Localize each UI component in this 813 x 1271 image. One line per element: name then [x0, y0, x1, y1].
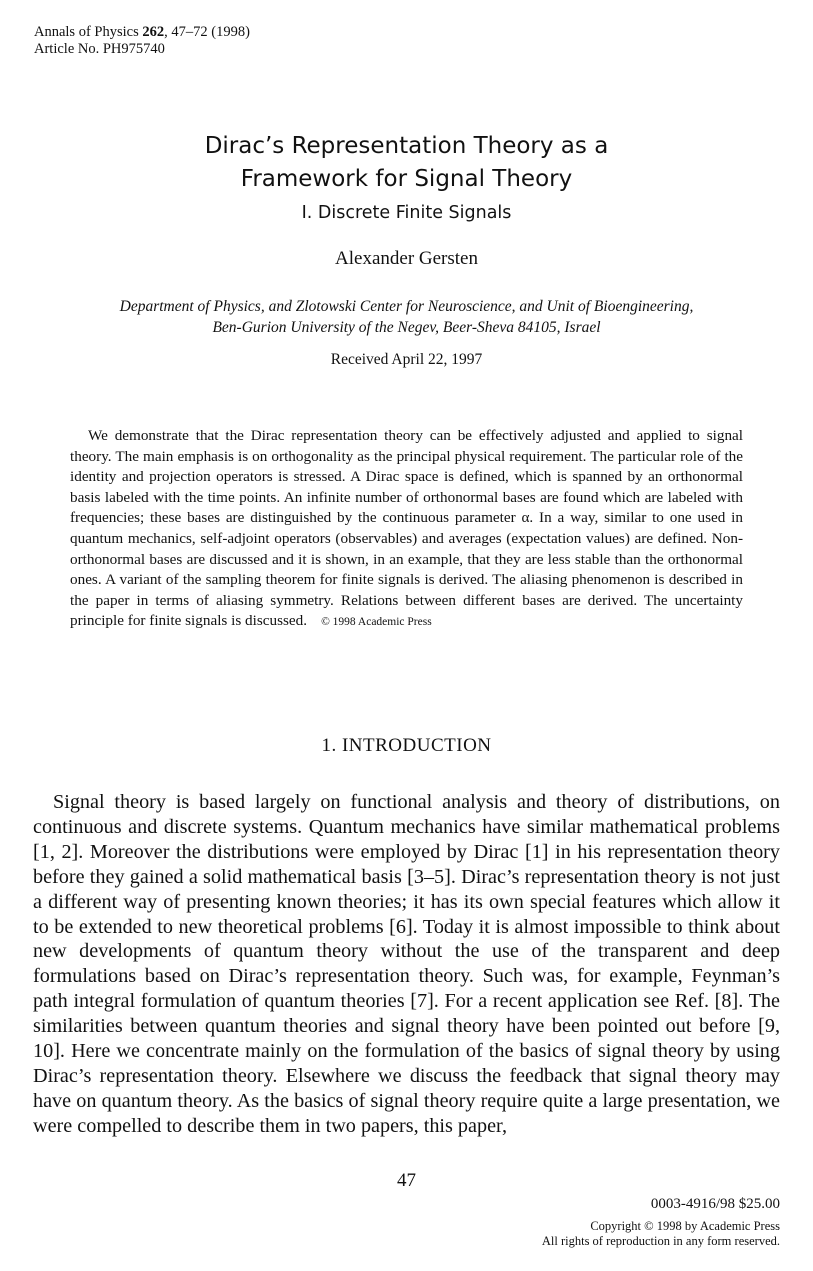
- intro-text: Signal theory is based largely on functional analysis and theory of distributions, on continuous and discrete systems. Quantum mechanics have similar mathematical problems [1, 2]. Moreover the distributions were employed by Dirac [1] in his representation theory before they gained a solid mathematical basis [3–5]. Dirac’s representation theory is not just a different way of presenting known theories; it has its own special features which allow it to be extended to new theoretical problems [6]. Today it is almost impossible to think about new developments of quantum theory without the use of the transparent and deep formulations based on Dirac’s representation theory. Such was, for example, Feynman’s path integral formulation of quantum theories [7]. For a recent application see Ref. [8]. The similarities between quantum theories and signal theory have been pointed out before [9, 10]. Here we concentrate mainly on the formulation of the basics of signal theory by using Dirac’s representation theory. Elsewhere we discuss the feedback that signal theory may have on quantum theory. As the basics of signal theory require quite a large presentation, we were compelled to describe them in two papers, this paper,: [33, 791, 780, 1137]
- author-name: Alexander Gersten: [335, 248, 478, 269]
- received-date: Received April 22, 1997: [330, 351, 483, 368]
- footer-copyright: Copyright © 1998 by Academic Press: [590, 1219, 780, 1233]
- section-heading: 1. INTRODUCTION: [321, 735, 492, 756]
- abstract-paragraph: [70, 426, 743, 633]
- paper-subtitle: I. Discrete Finite Signals: [301, 203, 512, 223]
- footer-rights: All rights of reproduction in any form reserved.: [541, 1234, 780, 1248]
- abstract-text: We demonstrate that the Dirac representation theory can be effectively adjusted and applied to signal theory. The main emphasis is on orthogonality as the principal physical requirement. The particular role of the identity and projection operators is stressed. A Dirac space is defined, which is spanned by an orthonormal basis labeled with the time points. An infinite number of orthonormal bases are found which are labeled with frequencies; these bases are distinguished by the continuous parameter α. In a way, similar to one used in quantum mechanics, self-adjoint operators (observables) and averages (expectation values) are defined. Non-orthonormal bases are discussed and it is shown, in an example, that they are less stable than the orthonormal ones. A variant of the sampling theorem for finite signals is derived. The aliasing phenomenon is described in the paper in terms of aliasing symmetry. Relations between different bases are derived. The uncertainty principle for finite signals is discussed.: [70, 427, 743, 630]
- journal-citation: [34, 24, 250, 58]
- affiliation: [60, 296, 753, 338]
- title-line-1: Dirac’s Representation Theory as a: [204, 133, 609, 159]
- journal-volume: 262: [142, 24, 165, 40]
- article-number: Article No. PH975740: [34, 41, 165, 57]
- title-line-2: Framework for Signal Theory: [240, 166, 573, 192]
- abstract: [70, 426, 743, 633]
- affiliation-line-1: Department of Physics, and Zlotowski Center for Neuroscience, and Unit of Bioengineering,: [119, 298, 694, 315]
- journal-name: Annals of Physics: [34, 24, 143, 40]
- intro-paragraph: [33, 790, 780, 1139]
- affiliation-line-2: Ben-Gurion University of the Negev, Beer-Sheva 84105, Israel: [212, 319, 601, 336]
- footer-price: 0003-4916/98 $25.00: [650, 1196, 780, 1212]
- paper-title: [0, 130, 813, 196]
- journal-line: [34, 24, 250, 41]
- journal-pages: , 47–72 (1998): [164, 24, 250, 40]
- page-number: 47: [397, 1170, 416, 1191]
- abstract-copyright: © 1998 Academic Press: [321, 616, 432, 629]
